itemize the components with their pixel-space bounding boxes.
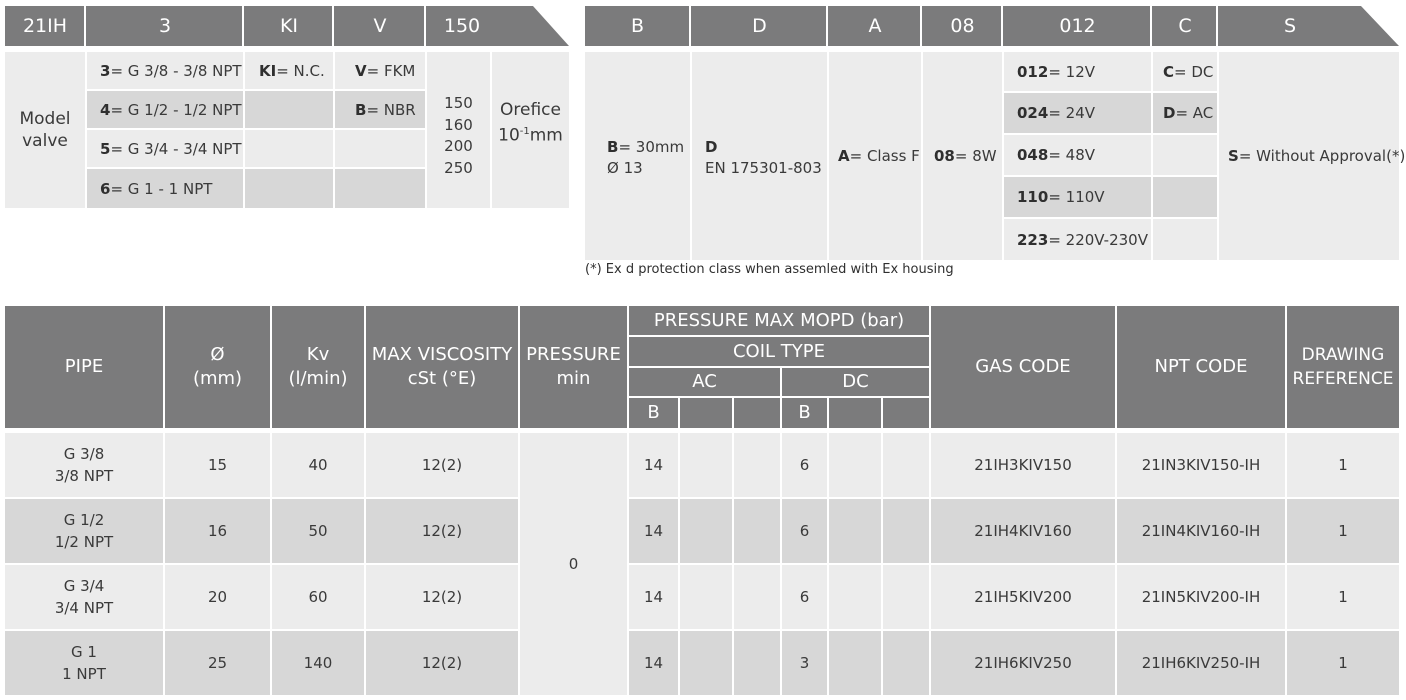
pressure-min-value: 0 (520, 433, 627, 695)
table-row-4-pipe: G 1 1 NPT (62, 643, 106, 683)
table-body-gridlines (0, 433, 1406, 695)
table-row-4-dc: 3 (799, 654, 810, 672)
function-option-ki: KI = N.C. (259, 61, 325, 80)
th-gas-code: GAS CODE (931, 306, 1115, 428)
connection-option-6: 6 = G 1 - 1 NPT (100, 179, 213, 198)
th-viscosity: MAX VISCOSITY cSt (°E) (366, 306, 518, 428)
th-dc: DC (782, 368, 929, 396)
header-c: C (1178, 15, 1192, 37)
table-row-4-viscosity: 12(2) (421, 654, 463, 672)
current-option-c: C = DC (1163, 62, 1214, 81)
th-dc-empty-1 (829, 398, 881, 428)
model-valve-label: Model valve (19, 109, 71, 151)
table-row-1-drawing: 1 (1338, 456, 1348, 474)
approval-option-s: S = Without Approval(*) (1228, 147, 1406, 165)
table-row-1-dc: 6 (799, 456, 810, 474)
th-dc-b: B (782, 398, 827, 428)
table-row-1-gas: 21IH3KIV150 (974, 456, 1072, 474)
table-row-1-viscosity: 12(2) (421, 456, 463, 474)
header-012: 012 (1059, 15, 1096, 37)
connection-option-5: 5 = G 3/4 - 3/4 NPT (100, 139, 242, 158)
table-row-1-ac: 14 (643, 456, 664, 474)
table-row-1-npt: 21IN3KIV150-IH (1141, 456, 1261, 474)
dimension-option-b: B= 30mm Ø 13 (607, 138, 685, 177)
header-s: S (1283, 15, 1297, 37)
table-row-3-diameter: 20 (207, 588, 228, 606)
table-row-3-kv: 60 (308, 588, 328, 606)
header-model: 21IH (22, 15, 68, 37)
table-row-3-ac: 14 (643, 588, 664, 606)
table-row-2-ac: 14 (643, 522, 664, 540)
table-row-2-pipe: G 1/2 1/2 NPT (54, 511, 114, 551)
th-pipe: PIPE (5, 306, 163, 428)
table-row-4-npt: 21IH6KIV250-IH (1141, 654, 1261, 672)
table-row-1-kv: 40 (308, 456, 328, 474)
table-row-2-viscosity: 12(2) (421, 522, 463, 540)
header-orifice: 150 (443, 15, 481, 37)
voltage-option-024: 024 = 24V (1017, 104, 1095, 122)
connection-option-3: 3 = G 3/8 - 3/8 NPT (100, 61, 242, 80)
table-row-4-ac: 14 (643, 654, 664, 672)
connection-option-4: 4 = G 1/2 - 1/2 NPT (100, 100, 242, 119)
th-coil-type: COIL TYPE (629, 337, 929, 366)
voltage-option-048: 048 = 48V (1017, 146, 1095, 164)
th-diameter: Ø (mm) (165, 306, 270, 428)
th-dc-empty-2 (883, 398, 929, 428)
insulation-option-a: A = Class F (838, 147, 920, 165)
voltage-option-110: 110 = 110V (1017, 188, 1105, 206)
table-row-2-kv: 50 (308, 522, 328, 540)
th-drawing-reference: DRAWING REFERENCE (1287, 306, 1399, 428)
th-kv: Kv (l/min) (272, 306, 364, 428)
header-b: B (630, 15, 645, 37)
table-row-2-diameter: 16 (207, 522, 228, 540)
voltage-option-012: 012 = 12V (1017, 62, 1095, 81)
table-row-2-dc: 6 (799, 522, 810, 540)
table-row-3-npt: 21IN5KIV200-IH (1141, 588, 1261, 606)
table-row-4-kv: 140 (303, 654, 333, 672)
table-row-4-gas: 21IH6KIV250 (974, 654, 1072, 672)
th-npt-code: NPT CODE (1117, 306, 1285, 428)
th-ac-b: B (629, 398, 678, 428)
seal-option-v: V = FKM (355, 61, 416, 80)
header-seal: V (373, 15, 387, 37)
orifice-unit-label: Orefice $10^{-1}mm$ (498, 100, 563, 146)
th-ac: AC (629, 368, 780, 396)
header-08: 08 (950, 15, 975, 37)
header-connection: 3 (158, 15, 172, 37)
orifice-list: 150 160 200 250 (444, 94, 473, 177)
table-row-2-drawing: 1 (1338, 522, 1348, 540)
current-option-d: D = AC (1163, 104, 1214, 122)
table-row-2-npt: 21IN4KIV160-IH (1141, 522, 1261, 540)
table-row-1-pipe: G 3/8 3/8 NPT (54, 445, 114, 485)
table-row-4-drawing: 1 (1338, 654, 1348, 672)
table-row-4-diameter: 25 (207, 654, 228, 672)
footnote: (*) Ex d protection class when assemled with Ex housing (585, 262, 954, 277)
table-row-3-viscosity: 12(2) (421, 588, 463, 606)
table-row-3-pipe: G 3/4 3/4 NPT (54, 577, 114, 617)
voltage-option-223: 223 = 220V-230V (1017, 230, 1148, 249)
power-option-08: 08 = 8W (934, 147, 997, 165)
th-mopd: PRESSURE MAX MOPD (bar) (629, 306, 929, 335)
connector-option-d: D EN 175301-803 (705, 138, 822, 177)
table-row-3-gas: 21IH5KIV200 (974, 588, 1072, 606)
header-d: D (752, 15, 767, 37)
table-row-2-gas: 21IH4KIV160 (974, 522, 1072, 540)
header-function: KI (279, 15, 299, 37)
table-row-3-dc: 6 (799, 588, 810, 606)
th-pressure-min: PRESSURE min (520, 306, 627, 428)
seal-option-b: B = NBR (355, 100, 416, 119)
header-a: A (868, 15, 882, 37)
th-ac-empty-2 (734, 398, 780, 428)
table-row-3-drawing: 1 (1338, 588, 1348, 606)
th-ac-empty-1 (680, 398, 732, 428)
table-row-1-diameter: 15 (207, 456, 228, 474)
